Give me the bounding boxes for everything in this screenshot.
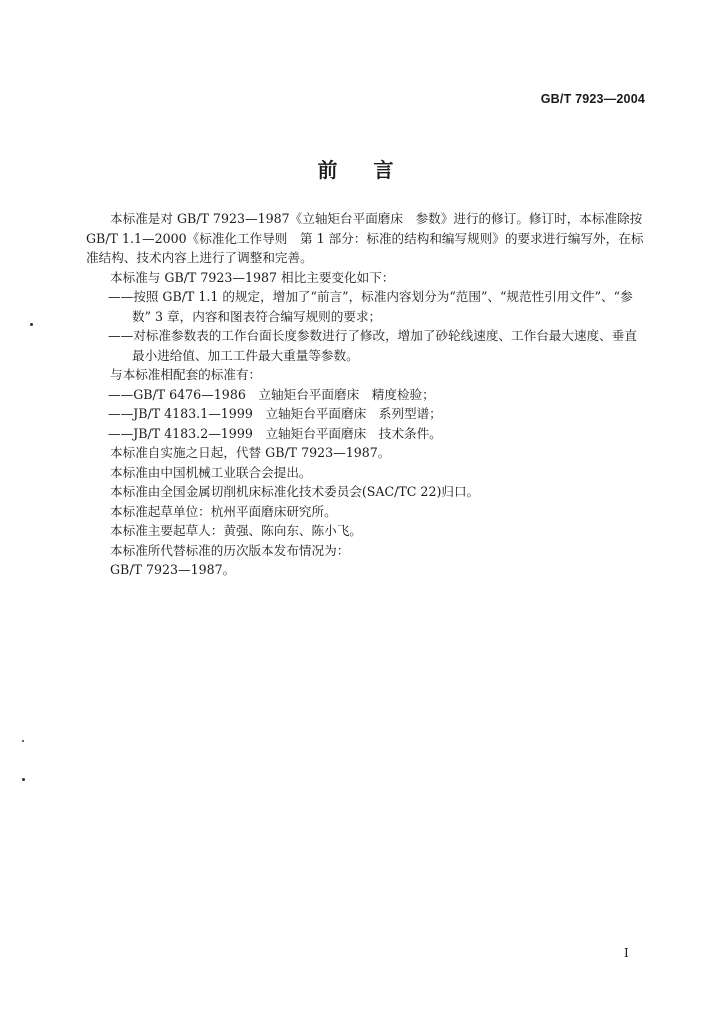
paragraph-centralized-by: 本标准由全国金属切削机床标准化技术委员会(SAC/TC 22)归口。 [110,484,480,499]
paragraph-drafters: 本标准主要起草人：黄强、陈向东、陈小飞。 [110,523,362,538]
list-item-related-1: ——GB/T 6476—1986 立轴矩台平面磨床 精度检验； [108,386,435,402]
paragraph-history-intro: 本标准所代替标准的历次版本发布情况为： [110,542,350,558]
page-title: 前言 [317,158,430,182]
list-item-related-3: ——JB/T 4183.2—1999 立轴矩台平面磨床 技术条件。 [108,425,442,441]
scan-speck [22,778,25,781]
foreword-body [86,209,648,580]
page-number: I [624,946,629,960]
list-item-change-1: ——按照 GB/T 1.1 的规定，增加了“前言”，标准内容划分为“范围”、“规范性引用文件”、“参数” 3 章，内容和图表符合编写规则的要求； [108,289,633,324]
scan-speck [30,323,33,326]
paragraph-drafting-unit: 本标准起草单位：杭州平面磨床研究所。 [110,503,337,519]
scan-speck [22,740,24,742]
paragraph-history-version: GB/T 7923—1987。 [110,562,236,577]
paragraph-replacement: 本标准自实施之日起，代替 GB/T 7923—1987。 [110,445,391,460]
paragraph-changes-intro: 本标准与 GB/T 7923—1987 相比主要变化如下： [110,269,395,285]
list-item-related-2: ——JB/T 4183.1—1999 立轴矩台平面磨床 系列型谱； [108,406,442,421]
paragraph-proposer: 本标准由中国机械工业联合会提出。 [110,464,312,480]
paragraph-related-standards-intro: 与本标准相配套的标准有： [110,367,262,382]
paragraph-revision-intro: 本标准是对 GB/T 7923—1987《立轴矩台平面磨床 参数》进行的修订。修订时，本标准除按 GB/T 1.1—2000《标准化工作导则 第 1 部分：标准的结构和编写规则》的要求进行编写外，在标准结构、技术内容上进行了调整和完善。 [86,211,644,265]
list-item-change-2: ——对标准参数表的工作台面长度参数进行了修改，增加了砂轮线速度、工作台最大速度、垂直最小进给值、加工工件最大重量等参数。 [108,328,637,363]
standard-code-header: GB/T 7923—2004 [540,92,645,106]
